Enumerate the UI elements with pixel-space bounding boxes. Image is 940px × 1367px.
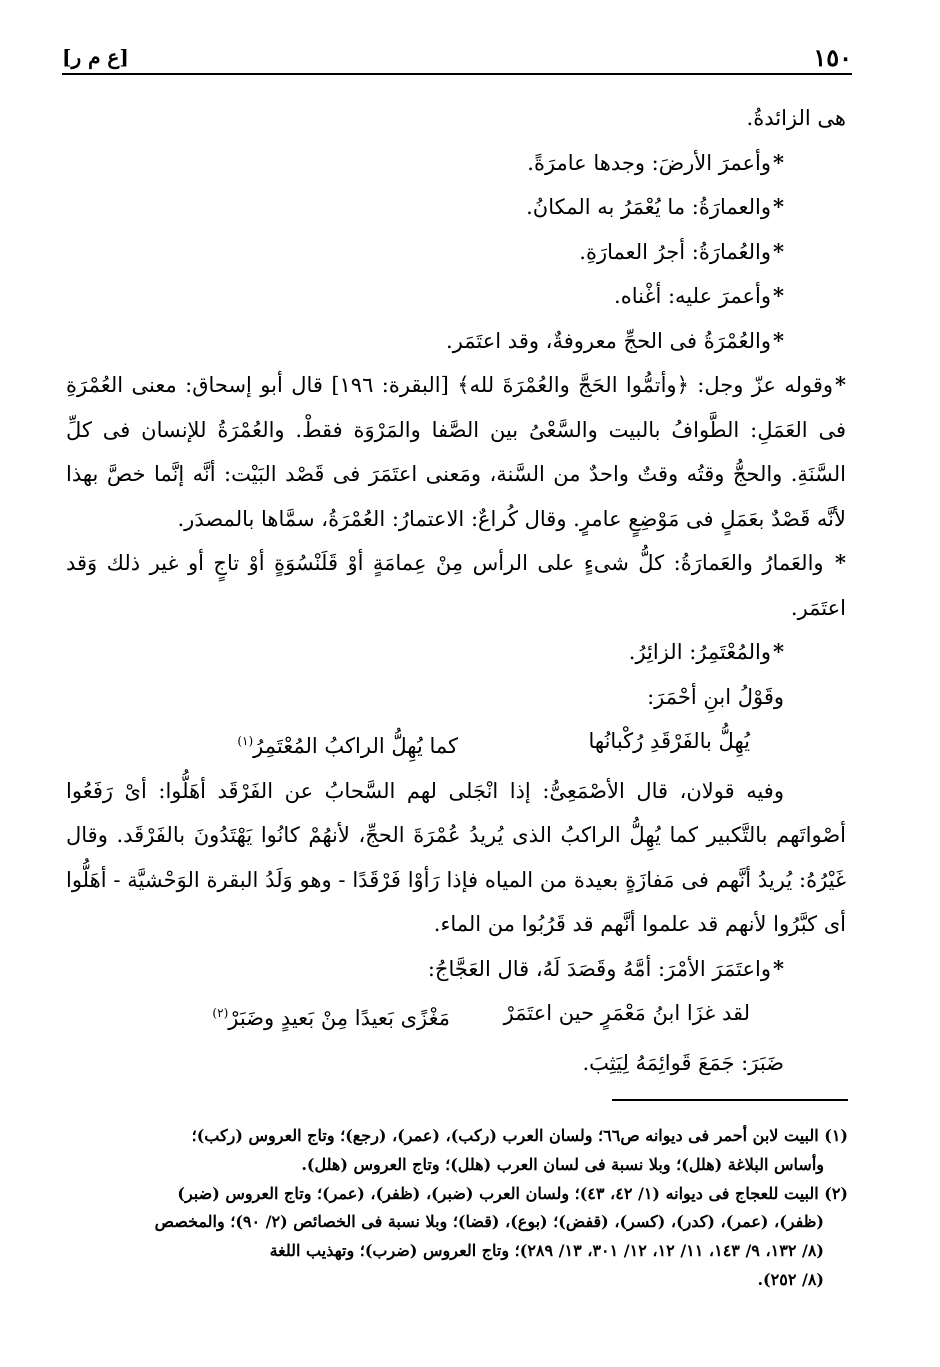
verse-text: مَغْزًى بَعيدًا مِنْ بَعيدٍ وضَبَرْ <box>228 1006 450 1030</box>
entry-star-icon: * <box>773 283 784 308</box>
root-heading: [ع م ر] <box>62 45 129 69</box>
text-line: وقَوْلُ ابنِ أحْمَرَ: <box>647 684 784 709</box>
entry-star-icon: * <box>773 194 784 219</box>
entry-star-icon: * <box>835 372 846 397</box>
entry-text: والعَمارُ والعَمارَةُ: كلُّ شىءٍ على الرأس مِنْ عِمامَةٍ أوْ قَلَنْسُوَةٍ أوْ تاجٍ أو غير ذلك وَقد اعتَمَر. <box>66 551 846 620</box>
entry-star-icon: * <box>773 327 784 353</box>
entry-star-icon: * <box>773 238 784 264</box>
entry-text: واعتَمَرَ الأمْرَ: أمَّهُ وقَصَدَ لَهُ، قال العَجَّاجُ: <box>427 956 772 981</box>
entry-star-icon: * <box>773 955 784 981</box>
footnote-ref: (١) <box>237 734 254 748</box>
entry <box>66 141 846 186</box>
main-text <box>66 96 846 1085</box>
verse-1 <box>66 719 846 769</box>
text-line: ضَبَرَ: جَمَعَ قَوائِمَهُ لِيَثِبَ. <box>582 1050 784 1075</box>
entry <box>66 230 846 275</box>
footnote-rule <box>612 1099 848 1101</box>
footnote-line: (٢) البيت للعجاج فى ديوانه (١/ ٤٢، ٤٣)؛ ولسان العرب (ضبر)، (ظفر)، (عمر)؛ وتاج العروس (ضبر) <box>177 1183 848 1203</box>
footnote-line: (٨/ ١٣٢، ٩/ ١٤٣، ١١/ ١٢، ١٢/ ٣٠١، ١٣/ ٢٨٩)؛ وتاج العروس (ضرب)؛ وتهذيب اللغة <box>269 1241 824 1261</box>
entry <box>66 630 846 675</box>
verse-hemistich-2 <box>237 719 458 769</box>
entry <box>66 947 846 992</box>
footnote-line: (١) البيت لابن أحمر فى ديوانه ص٦٦؛ ولسان العرب (ركب)، (عمر)، (رجع)؛ وتاج العروس (ركب)؛ <box>191 1126 848 1145</box>
entry <box>66 541 846 630</box>
entry-text: والعمارَةُ: ما يُعْمَرُ به المكانُ. <box>526 195 772 219</box>
entry <box>66 274 846 319</box>
footnote-line: (ظفر)، (عمر)، (كدر)، (كسر)، (قفض)؛ (بوع)، (قضا)؛ وبلا نسبة فى الخصائص (٢/ ٩٠)؛ والمخصص <box>154 1212 824 1232</box>
footnote-line: (٨/ ٢٥٢). <box>757 1269 824 1289</box>
page-header <box>62 42 852 72</box>
entry-text: والعُمارَةُ: أجرُ العمارَةِ. <box>579 239 772 264</box>
text-line: هى الزائدةُ. <box>746 106 846 130</box>
entry-text: وأعمرَ الأرضَ: وجدها عامرَةً. <box>527 150 772 175</box>
entry-star-icon: * <box>835 550 846 575</box>
verse-hemistich-2 <box>212 991 450 1041</box>
entry-text: وأعمرَ عليه: أغْناه. <box>614 284 772 308</box>
entry <box>66 363 846 541</box>
entry-text: والمُعْتَمِرُ: الزائِرُ. <box>628 640 772 664</box>
entry-star-icon: * <box>773 149 784 175</box>
footnotes <box>58 1122 848 1295</box>
entry-star-icon: * <box>773 639 784 664</box>
page-number: ١٥٠ <box>813 42 852 72</box>
header-rule <box>62 73 852 75</box>
entry <box>66 185 846 230</box>
verse-hemistich-1: يُهِلُّ بالفَرْقَدِ رُكْبانُها <box>588 729 750 753</box>
verse-hemistich-1: لقد غزَا ابنُ مَعْمَرٍ حين اعتَمَرْ <box>503 1001 750 1025</box>
entry <box>66 319 846 364</box>
footnote-ref: (٢) <box>212 1006 229 1020</box>
paragraph: وفيه قولان، قال الأصْمَعِىُّ: إذا انْجَلى لهم السَّحابُ عن الفَرْقَد أهَلُّوا: أىْ رَفَعُوا أصْواتَهم بالتَّكبير كما يُهِلُّ الراكبُ الذى يُريدُ عُمْرَةَ الحجِّ، لأنهُمْ كانُوا يَهْتَدُونَ بالفَرْقَد. وقال غَيْرُهُ: يُريدُ أنَّهم فى مَفازَةٍ بعيدة من المياه فإذا رَأوْا فَرْقَدًا - وهو وَلَدُ البقرة الوَحْشيَّة - أهَلُّوا أى كبَّرُوا لأنهم قد علموا أنَّهم قد قَرُبُوا من الماء. <box>66 778 846 936</box>
footnote-line: وأساس البلاغة (هلل)؛ وبلا نسبة فى لسان العرب (هلل)؛ وتاج العروس (هلل). <box>301 1154 824 1174</box>
entry-text: والعُمْرَةُ فى الحجِّ معروفةٌ، وقد اعتَمَر. <box>446 328 772 353</box>
verse-2 <box>66 991 846 1041</box>
entry-text: وقوله عزّ وجل: ﴿وأتمُّوا الحَجَّ والعُمْرَةَ لله﴾ [البقرة: ١٩٦] قال أبو إسحاق: معنى العُمْرَةِ فى العَمَلِ: الطَّوافُ بالبيت والسَّعْىُ بين الصَّفا والمَرْوَة فقطْ. والعُمْرَةُ للإنسان فى كلِّ السَّنَةِ. والحجُّ وقتُه وقتٌ واحدٌ من السَّنة، ومَعنى اعتَمَرَ فى قَصْد البَيْت: أنَّه إنَّما خصَّ بهذا لأنَّه قَصْدٌ بعَمَلٍ فى مَوْضِعٍ عامرٍ. وقال كُراعٌ: الاعتمارُ: العُمْرَةُ، سمَّاها بالمصدَر. <box>66 373 846 531</box>
verse-text: كما يُهِلُّ الراكبُ المُعْتَمِرُ <box>253 734 458 758</box>
